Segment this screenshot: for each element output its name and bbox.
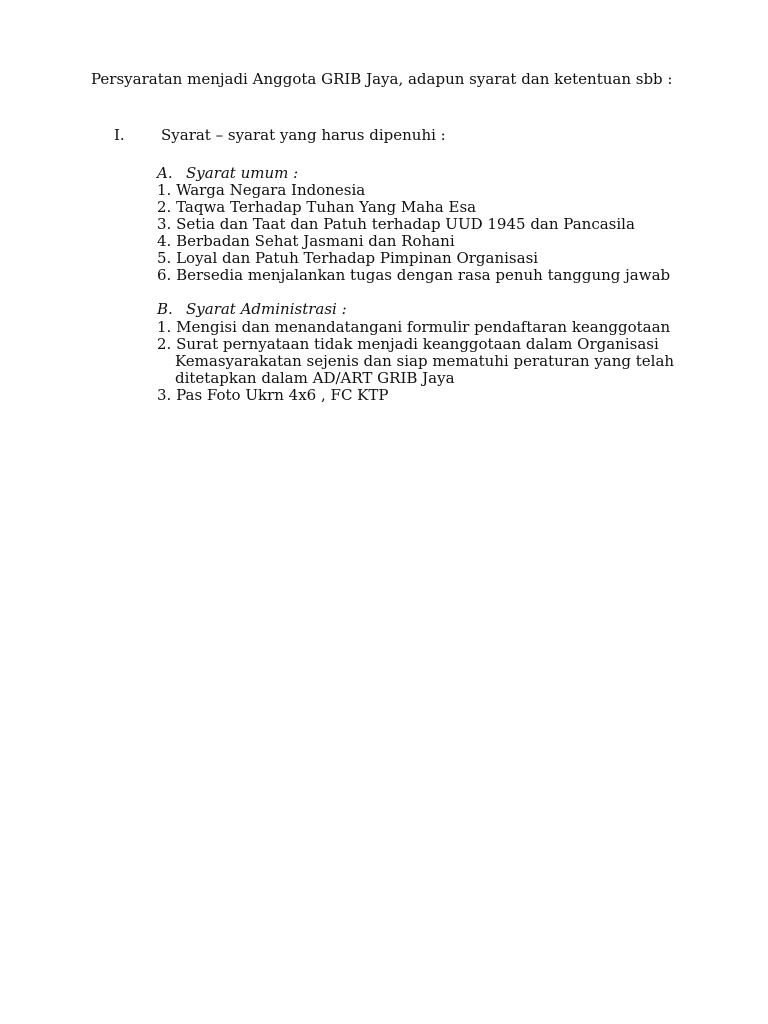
section-number: I. bbox=[114, 126, 125, 144]
subsection-umum-heading bbox=[157, 165, 298, 182]
list-item-continuation: Kemasyarakatan sejenis dan siap mematuhi peraturan yang telah bbox=[175, 352, 675, 370]
list-item: 2. Taqwa Terhadap Tuhan Yang Maha Esa bbox=[157, 198, 477, 216]
intro-text: Persyaratan menjadi Anggota GRIB Jaya, adapun syarat dan ketentuan sbb : bbox=[91, 70, 673, 88]
subsection-administrasi-letter: B. bbox=[157, 300, 173, 318]
list-item: 1. Mengisi dan menandatangani formulir pendaftaran keanggotaan bbox=[157, 318, 671, 336]
subsection-umum-letter: A. bbox=[157, 164, 173, 182]
subsection-administrasi-heading bbox=[157, 301, 347, 318]
list-item: 6. Bersedia menjalankan tugas dengan rasa penuh tanggung jawab bbox=[157, 266, 671, 284]
list-item: 5. Loyal dan Patuh Terhadap Pimpinan Organisasi bbox=[157, 249, 539, 267]
list-item: 1. Warga Negara Indonesia bbox=[157, 181, 366, 199]
subsection-umum-title: Syarat umum : bbox=[186, 164, 299, 182]
list-item-continuation: ditetapkan dalam AD/ART GRIB Jaya bbox=[175, 369, 455, 387]
list-item: 3. Setia dan Taat dan Patuh terhadap UUD 1945 dan Pancasila bbox=[157, 215, 635, 233]
section-title: Syarat – syarat yang harus dipenuhi : bbox=[161, 126, 446, 144]
list-item: 2. Surat pernyataan tidak menjadi keanggotaan dalam Organisasi bbox=[157, 335, 659, 353]
subsection-administrasi-title: Syarat Administrasi : bbox=[186, 300, 347, 318]
list-item: 3. Pas Foto Ukrn 4x6 , FC KTP bbox=[157, 386, 389, 404]
list-item: 4. Berbadan Sehat Jasmani dan Rohani bbox=[157, 232, 455, 250]
